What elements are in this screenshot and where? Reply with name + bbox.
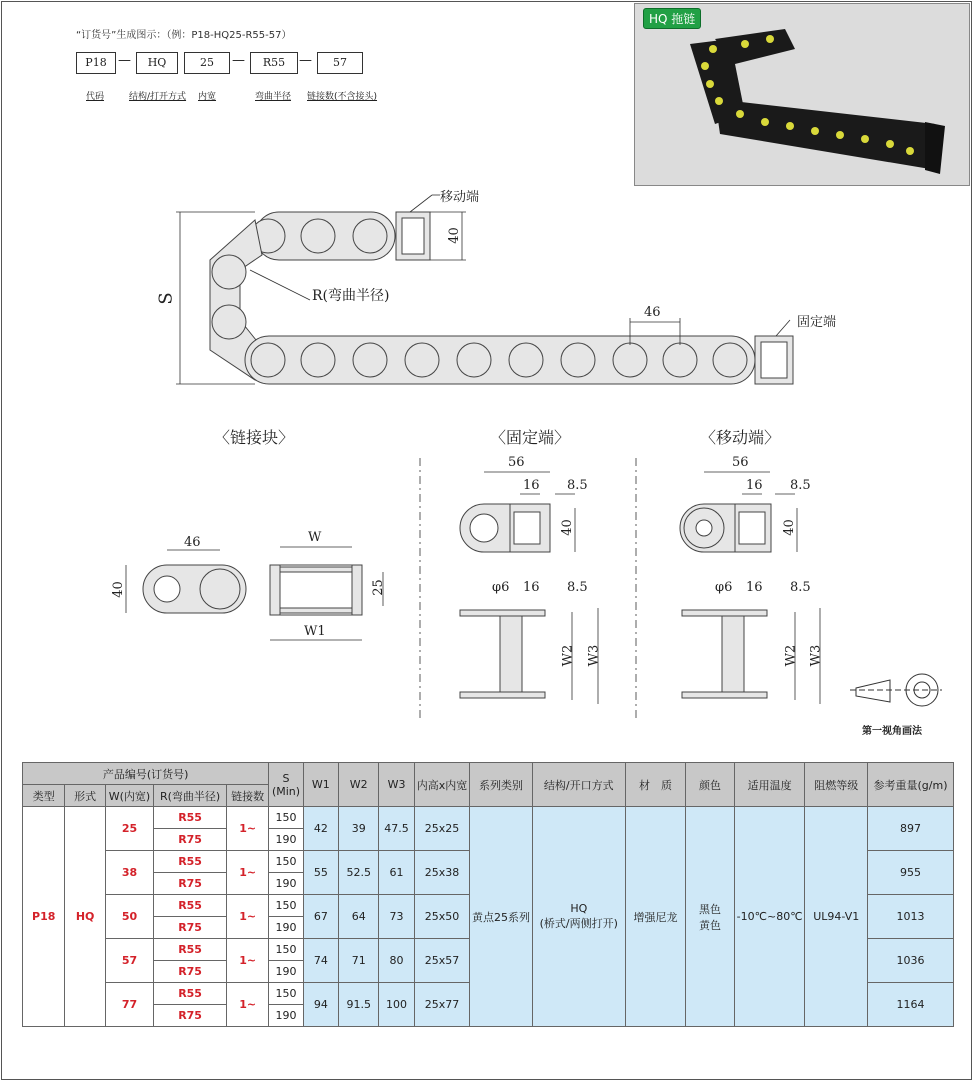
header-width: W(内宽) [105, 785, 153, 807]
order-box-code: P18 [76, 52, 116, 74]
header-flame: 阻燃等级 [805, 763, 868, 807]
cell-w3: 80 [379, 939, 414, 983]
moving-end-label: 移动端 [440, 190, 480, 205]
fixed-w2-dim: W2 [560, 644, 576, 667]
cell-w2: 52.5 [339, 851, 379, 895]
cell-weight: 1036 [868, 939, 954, 983]
cell-type: P18 [23, 807, 65, 1027]
cell-links: 1~ [226, 895, 268, 939]
fixed-8-5-dim: 8.5 [567, 478, 588, 493]
header-w1: W1 [303, 763, 338, 807]
cell-radius: R55 [154, 895, 227, 917]
cell-width: 50 [105, 895, 153, 939]
cell-radius: R75 [154, 829, 227, 851]
link-25-dim: 25 [370, 579, 386, 596]
order-label-form: 结构/打开方式 [129, 92, 187, 102]
header-w2: W2 [339, 763, 379, 807]
link-height-dim: 40 [110, 581, 126, 598]
cell-temperature: -10℃~80℃ [734, 807, 805, 1027]
link-w1-dim: W1 [304, 624, 326, 639]
moving-w3-dim: W3 [808, 644, 824, 667]
order-box-radius: R55 [250, 52, 298, 74]
cell-w3: 73 [379, 895, 414, 939]
cell-s: 190 [269, 829, 303, 851]
moving-56-dim: 56 [732, 455, 749, 470]
header-temperature: 适用温度 [734, 763, 805, 807]
pitch-dimension-label: 46 [644, 305, 661, 320]
order-label-links: 链接数(不含接头) [307, 92, 378, 102]
fixed-16-bottom-dim: 16 [523, 580, 540, 595]
order-dash: — [232, 53, 245, 68]
cell-radius: R55 [154, 939, 227, 961]
fixed-8-5-bottom-dim: 8.5 [567, 580, 588, 595]
cell-series: 黄点25系列 [470, 807, 533, 1027]
cell-flame: UL94-V1 [805, 807, 868, 1027]
bend-radius-label: R(弯曲半径) [312, 288, 390, 304]
spec-table [22, 762, 954, 1027]
fixed-16-dim: 16 [523, 478, 540, 493]
order-box-form: HQ [136, 52, 178, 74]
cell-weight: 897 [868, 807, 954, 851]
fixed-w3-dim: W3 [586, 644, 602, 667]
header-inner: 内高x内宽 [414, 763, 470, 807]
cell-structure: HQ (桥式/两侧打开) [532, 807, 625, 1027]
order-box-width: 25 [184, 52, 230, 74]
moving-w2-dim: W2 [783, 644, 799, 667]
cell-w2: 91.5 [339, 983, 379, 1027]
cell-w1: 94 [303, 983, 338, 1027]
cell-w2: 64 [339, 895, 379, 939]
header-s: S (Min) [269, 763, 303, 807]
header-group: 产品编号(订货号) [23, 763, 269, 785]
cell-inner: 25x57 [414, 939, 470, 983]
cell-color: 黑色 黄色 [686, 807, 734, 1027]
link-pitch-dim: 46 [184, 535, 201, 550]
cell-w1: 74 [303, 939, 338, 983]
cell-width: 77 [105, 983, 153, 1027]
moving-40-dim: 40 [781, 519, 797, 536]
cell-w1: 42 [303, 807, 338, 851]
cell-weight: 1164 [868, 983, 954, 1027]
header-material: 材 质 [625, 763, 686, 807]
cell-links: 1~ [226, 851, 268, 895]
section-link-title: 〈链接块〉 [214, 428, 295, 447]
cell-s: 150 [269, 939, 303, 961]
fixed-40-dim: 40 [559, 519, 575, 536]
order-label-width: 内宽 [198, 92, 217, 102]
order-box-links: 57 [317, 52, 363, 74]
cell-links: 1~ [226, 939, 268, 983]
cell-w3: 47.5 [379, 807, 414, 851]
cell-s: 190 [269, 1005, 303, 1027]
cell-s: 150 [269, 895, 303, 917]
order-dash: — [118, 53, 131, 68]
header-color: 颜色 [686, 763, 734, 807]
cell-s: 150 [269, 851, 303, 873]
header-structure: 结构/开口方式 [532, 763, 625, 807]
order-dash: — [299, 53, 312, 68]
cell-s: 150 [269, 983, 303, 1005]
cell-s: 190 [269, 917, 303, 939]
cell-w1: 55 [303, 851, 338, 895]
header-weight: 参考重量(g/m) [868, 763, 954, 807]
section-moving-title: 〈移动端〉 [700, 428, 781, 447]
section-fixed-title: 〈固定端〉 [490, 428, 571, 447]
moving-16-dim: 16 [746, 478, 763, 493]
cell-radius: R55 [154, 807, 227, 829]
header-w3: W3 [379, 763, 414, 807]
cell-width: 38 [105, 851, 153, 895]
cell-material: 增强尼龙 [625, 807, 686, 1027]
order-label-radius: 弯曲半径 [255, 92, 292, 102]
cell-radius: R55 [154, 983, 227, 1005]
cell-radius: R75 [154, 917, 227, 939]
cell-s: 190 [269, 961, 303, 983]
moving-phi6-dim: φ6 [715, 580, 733, 595]
s-dimension-label: S [155, 292, 177, 305]
header-series: 系列类别 [470, 763, 533, 807]
cell-w1: 67 [303, 895, 338, 939]
cell-inner: 25x77 [414, 983, 470, 1027]
fixed-end-label: 固定端 [797, 315, 837, 330]
cell-inner: 25x38 [414, 851, 470, 895]
cell-weight: 955 [868, 851, 954, 895]
cell-inner: 25x50 [414, 895, 470, 939]
moving-16-bottom-dim: 16 [746, 580, 763, 595]
header-form: 形式 [65, 785, 105, 807]
link-w-dim: W [308, 530, 322, 545]
cell-radius: R75 [154, 873, 227, 895]
moving-8-5-dim: 8.5 [790, 478, 811, 493]
cell-radius: R75 [154, 1005, 227, 1027]
fixed-phi6-dim: φ6 [492, 580, 510, 595]
cell-radius: R55 [154, 851, 227, 873]
cell-links: 1~ [226, 807, 268, 851]
header-radius: R(弯曲半径) [154, 785, 227, 807]
cell-s: 190 [269, 873, 303, 895]
cell-width: 25 [105, 807, 153, 851]
projection-label: 第一视角画法 [862, 726, 922, 737]
fixed-56-dim: 56 [508, 455, 525, 470]
cell-w2: 39 [339, 807, 379, 851]
header-type: 类型 [23, 785, 65, 807]
cell-radius: R75 [154, 961, 227, 983]
moving-8-5-bottom-dim: 8.5 [790, 580, 811, 595]
order-code-title: “订货号”生成图示：（例：P18-HQ25-R55-57） [76, 30, 292, 41]
photo-tag: HQ 拖链 [643, 8, 701, 29]
cell-w3: 61 [379, 851, 414, 895]
cell-width: 57 [105, 939, 153, 983]
cell-w3: 100 [379, 983, 414, 1027]
height-dimension-label: 40 [446, 227, 462, 244]
cell-weight: 1013 [868, 895, 954, 939]
cell-form: HQ [65, 807, 105, 1027]
cell-inner: 25x25 [414, 807, 470, 851]
cell-s: 150 [269, 807, 303, 829]
cell-w2: 71 [339, 939, 379, 983]
order-label-code: 代码 [86, 92, 105, 102]
cell-links: 1~ [226, 983, 268, 1027]
header-links: 链接数 [226, 785, 268, 807]
